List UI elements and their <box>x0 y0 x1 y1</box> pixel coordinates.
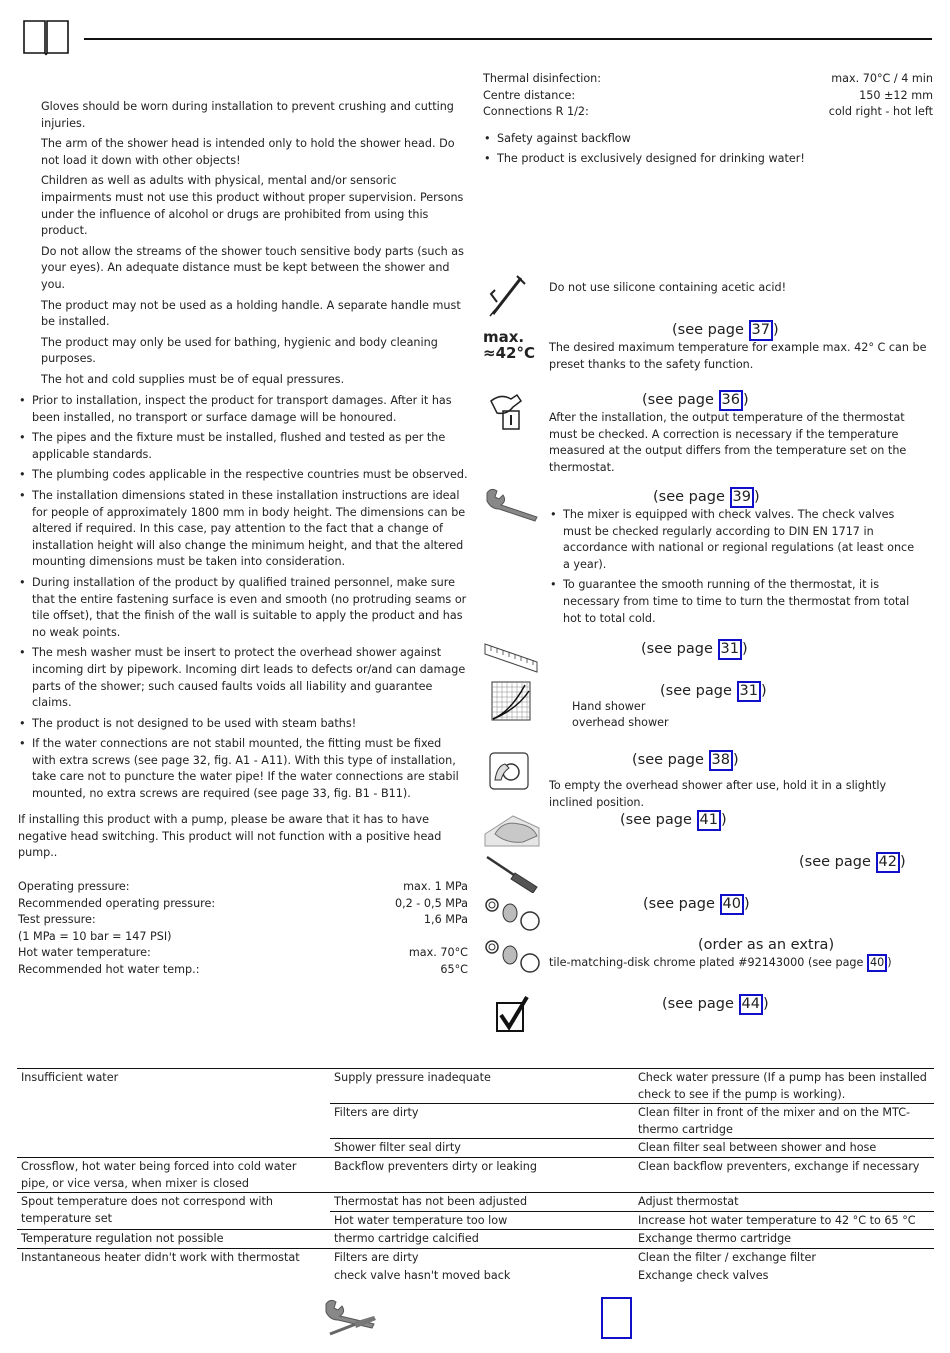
page-reference: (see page 31 ) <box>660 681 767 702</box>
header-rule <box>84 38 932 40</box>
remedy-cell: Clean the filter / exchange filter <box>634 1248 934 1266</box>
spec-row <box>18 962 468 979</box>
manual-book-icon <box>22 18 70 56</box>
page-link[interactable]: 40 <box>720 894 744 915</box>
spec-row <box>18 912 468 929</box>
page-link[interactable]: 41 <box>697 810 721 831</box>
spec-row <box>483 71 933 88</box>
cause-cell: Thermostat has not been adjusted <box>330 1193 634 1212</box>
installation-note: • If the water connections are not stabil mounted, the fitting must be fixed with extra screws (see page 32, fig. A1 - A11). With this type of installation, take care not to puncture the water pipe! If the water connections are stabil mounted, no extra screws are required (see page 33, fig. B1 - B11). <box>18 736 468 802</box>
spec-label: Operating pressure: <box>18 880 130 893</box>
safety-note: The product may not be used as a holding handle. A separate handle must be installed. <box>41 298 461 329</box>
feature-item: • Safety against backflow <box>483 131 933 148</box>
spec-label: Thermal disinfection: <box>483 72 602 85</box>
fault-cell: Crossflow, hot water being forced into cold water pipe, or vice versa, when mixer is closed <box>17 1157 330 1192</box>
page-reference: (see page 42 ) <box>799 852 906 873</box>
safety-note: The product may only be used for bathing, hygienic and body cleaning purposes. <box>41 335 438 366</box>
cause-cell: Hot water temperature too low <box>330 1211 634 1230</box>
order-extra-label: (order as an extra) <box>698 937 835 953</box>
cause-cell: Supply pressure inadequate <box>330 1069 634 1104</box>
spec-label: Recommended hot water temp.: <box>18 962 200 976</box>
technical-data <box>18 879 468 979</box>
page-link[interactable]: 31 <box>737 681 761 702</box>
remedy-cell: Exchange check valves <box>638 1268 769 1282</box>
installation-note: • Prior to installation, inspect the product for transport damages. After it has been installed, no transport or surface damage will be honoured. <box>18 393 468 426</box>
spec-label: Recommended operating pressure: <box>18 896 216 910</box>
maintenance-item: • To guarantee the smooth running of the thermostat, it is necessary from time to time to turn the thermostat from total hot to total cold. <box>549 577 917 627</box>
installation-note: • The product is not designed to be used with steam baths! <box>18 716 468 733</box>
safety-note: The hot and cold supplies must be of equal pressures. <box>41 372 345 386</box>
installation-note: • During installation of the product by qualified trained personnel, make sure that the entire fastening surface is even and smooth (no protruding seams or tile offset), that the finish of the wall is suitable to apply the product and has no weak points. <box>18 575 468 641</box>
ruler-icon <box>483 640 539 676</box>
table-row <box>17 1230 934 1249</box>
cause-cell: check valve hasn't moved back <box>334 1268 511 1282</box>
spec-label: Connections R 1/2: <box>483 105 589 119</box>
spec-value: max. 1 MPa <box>403 880 468 893</box>
spec-value: cold right - hot left <box>828 105 933 119</box>
safety-note: Gloves should be worn during installation to prevent crushing and cutting injuries. <box>41 100 454 130</box>
checkmark-box-icon <box>495 995 529 1033</box>
spare-parts-icon <box>484 895 542 931</box>
temperature-label: ≈42°C <box>483 344 535 362</box>
installation-note: • The plumbing codes applicable in the respective countries must be observed. <box>18 467 468 484</box>
spec-value: 150 ±12 mm <box>859 88 933 102</box>
page-link-box[interactable] <box>601 1297 632 1339</box>
remedy-cell: Clean filter in front of the mixer and on the MTC-thermo cartridge <box>634 1104 934 1139</box>
spec-label: Centre distance: <box>483 88 576 102</box>
safety-note: The arm of the shower head is intended only to hold the shower head. Do not load it down with other objects! <box>41 137 455 167</box>
cleaning-hand-icon <box>483 812 541 848</box>
right-technical-data <box>483 71 933 172</box>
remedy-cell: Exchange thermo cartridge <box>634 1230 934 1249</box>
extra-parts-icon <box>484 937 542 973</box>
installation-note: • The mesh washer must be insert to protect the overhead shower against incoming dirt by pipework. Incoming dirt leads to defects or/and can damage parts of the shower; such caused faults voids all liability and guarantee claims. <box>18 645 468 711</box>
remedy-cell: Increase hot water temperature to 42 °C to 65 °C <box>634 1211 934 1230</box>
installation-note: • The installation dimensions stated in these installation instructions are ideal for people of approximately 1800 mm in body height. The dimensions can be altered if required. In this case, pay attention to the fact that a change of installation height will also change the minimum height, and that the altered mounting dimensions must be taken into consideration. <box>18 488 468 571</box>
spec-label: Test pressure: <box>18 913 96 927</box>
spec-label: Hot water temperature: <box>18 946 151 960</box>
safety-note: Do not allow the streams of the shower touch sensitive body parts (such as your eyes). An adequate distance must be kept between the shower and you. <box>41 244 464 291</box>
page-link[interactable]: 38 <box>709 750 733 771</box>
installation-note: • The pipes and the fixture must be installed, flushed and tested as per the applicable standards. <box>18 430 468 463</box>
operation-text: To empty the overhead shower after use, hold it in a slightly inclined position. <box>549 779 887 809</box>
tools-icon <box>322 1298 378 1338</box>
page-reference: (see page 37 ) <box>672 320 779 341</box>
fault-cell: Temperature regulation not possible <box>17 1230 330 1249</box>
remedy-cell: Clean filter seal between shower and hose <box>634 1139 934 1158</box>
table-row <box>17 1069 934 1104</box>
spec-value: 1,6 MPa <box>423 913 468 927</box>
spec-value: max. 70°C / 4 min <box>831 72 933 85</box>
table-row <box>17 1193 934 1212</box>
spec-row <box>483 88 933 105</box>
remedy-cell: Adjust thermostat <box>634 1193 934 1212</box>
safety-stop-text: The desired maximum temperature for example max. 42° C can be preset thanks to the safety function. <box>549 341 927 371</box>
silicone-note: Do not use silicone containing acetic acid! <box>549 281 787 294</box>
flow-diagram-icon <box>491 681 531 721</box>
fault-cell: Spout temperature does not correspond with temperature set <box>17 1193 330 1230</box>
max-label: max. <box>483 328 525 346</box>
pump-note: If installing this product with a pump, please be aware that it has to have negative head switching. This product will not function with a positive head pump.. <box>18 813 442 860</box>
spec-row <box>18 945 468 962</box>
safety-notes <box>41 99 469 393</box>
cause-cell: Filters are dirty <box>330 1248 634 1266</box>
page-link[interactable]: 40 <box>867 954 887 972</box>
safety-note: Children as well as adults with physical, mental and/or sensoric impairments must not use this product without proper supervision. Persons under the influence of alcohol or drugs are prohibited from using this product. <box>41 174 464 238</box>
maintenance-item: • The mixer is equipped with check valves. The check valves must be checked regularly according to DIN EN 1717 in accordance with national or regional regulations (at least once a year). <box>549 507 917 573</box>
installation-notes <box>18 393 468 807</box>
page-link[interactable]: 31 <box>718 639 742 660</box>
remedy-cell: Check water pressure (If a pump has been installed check to see if the pump is working). <box>634 1069 934 1104</box>
fault-cell: Insufficient water <box>17 1069 330 1158</box>
spec-label: (1 MPa = 10 bar = 147 PSI) <box>18 929 172 943</box>
cause-cell: thermo cartridge calcified <box>330 1230 634 1249</box>
spec-value: 65°C <box>440 962 468 976</box>
page-link[interactable]: 39 <box>730 487 754 508</box>
spec-row <box>18 879 468 896</box>
table-row <box>17 1157 934 1192</box>
spec-row <box>483 104 933 121</box>
page-reference: (see page 41 ) <box>620 810 727 831</box>
page-reference: (see page 44 ) <box>662 994 769 1015</box>
page-reference: (see page 40 ) <box>643 894 750 915</box>
spec-value: 0,2 - 0,5 MPa <box>394 896 468 910</box>
page-link[interactable]: 36 <box>719 390 743 411</box>
page-link[interactable]: 42 <box>876 852 900 873</box>
flow-label: Hand shower <box>572 700 646 713</box>
screwdriver-icon <box>483 853 541 893</box>
cause-cell: Filters are dirty <box>330 1104 634 1139</box>
spec-row <box>18 929 468 946</box>
hand-knob-icon <box>487 750 531 792</box>
maintenance-list <box>549 507 917 631</box>
remedy-cell: Clean backflow preventers, exchange if necessary <box>634 1157 934 1192</box>
spec-row <box>18 896 468 913</box>
flow-label: overhead shower <box>572 716 669 729</box>
calibration-text: After the installation, the output temperature of the thermostat must be checked. A correction is necessary if the temperature measured at the output differs from the temperature set on the thermostat. <box>549 411 907 474</box>
page-reference: (see page 39 ) <box>653 487 760 508</box>
table-row <box>17 1248 934 1266</box>
cause-cell: Shower filter seal dirty <box>330 1139 634 1158</box>
spec-value: max. 70°C <box>408 946 468 960</box>
page-reference: (see page 38 ) <box>632 750 739 771</box>
feature-item: • The product is exclusively designed for drinking water! <box>483 151 933 168</box>
page-link[interactable]: 44 <box>739 994 763 1015</box>
silicone-gun-icon <box>487 272 527 318</box>
cause-cell: Backflow preventers dirty or leaking <box>330 1157 634 1192</box>
page-reference: (see page 31 ) <box>641 639 748 660</box>
extra-note: tile-matching-disk chrome plated #92143000 (see page 40 ) <box>549 954 892 972</box>
troubleshooting-table <box>17 1068 934 1284</box>
feature-list <box>483 131 933 168</box>
thermometer-hand-icon <box>487 391 533 433</box>
page-link[interactable]: 37 <box>749 320 773 341</box>
page-reference: (see page 36 ) <box>642 390 749 411</box>
fault-cell: Instantaneous heater didn't work with thermostat <box>17 1248 330 1284</box>
wrench-icon <box>483 487 541 523</box>
